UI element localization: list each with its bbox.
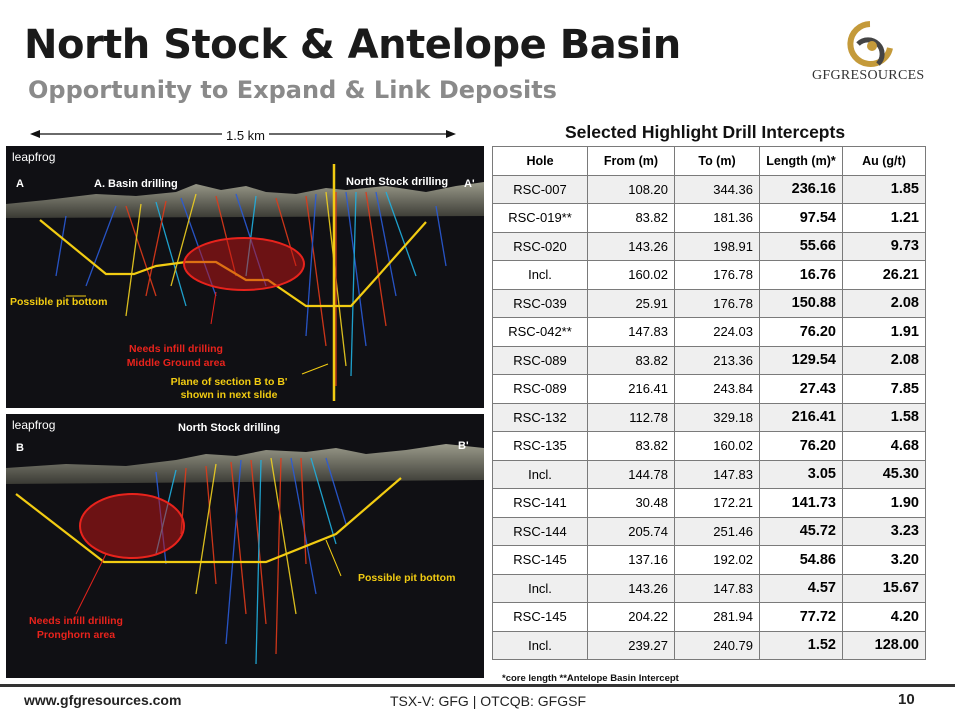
scale-label: 1.5 km <box>222 128 269 143</box>
cell-hole: RSC-007 <box>493 175 588 204</box>
footer-divider <box>0 684 955 687</box>
cell-from: 216.41 <box>588 375 675 404</box>
cell-to: 147.83 <box>675 574 760 603</box>
cell-from: 147.83 <box>588 318 675 347</box>
table-row <box>493 517 926 546</box>
cell-hole: RSC-145 <box>493 603 588 632</box>
cell-hole: Incl. <box>493 631 588 660</box>
cell-hole: Incl. <box>493 460 588 489</box>
marker-a: A <box>16 178 24 190</box>
cell-to: 251.46 <box>675 517 760 546</box>
cell-au: 15.67 <box>843 574 926 603</box>
cell-length: 27.43 <box>760 375 843 404</box>
col-au: Au (g/t) <box>843 147 926 176</box>
marker-b: B <box>16 442 24 454</box>
infill-note-a: Needs infill drilling Middle Ground area <box>126 343 226 369</box>
page-title: North Stock & Antelope Basin <box>24 22 681 68</box>
table-row <box>493 631 926 660</box>
cell-from: 143.26 <box>588 574 675 603</box>
table-title: Selected Highlight Drill Intercepts <box>565 122 846 142</box>
cell-from: 144.78 <box>588 460 675 489</box>
cell-length: 45.72 <box>760 517 843 546</box>
cell-hole: Incl. <box>493 261 588 290</box>
cell-au: 4.68 <box>843 432 926 461</box>
marker-b-prime: B' <box>458 440 469 452</box>
page-subtitle: Opportunity to Expand & Link Deposits <box>28 76 557 104</box>
table-row <box>493 175 926 204</box>
leapfrog-logo: leapfrog <box>12 150 56 164</box>
cell-hole: RSC-135 <box>493 432 588 461</box>
drill-intercepts-table <box>492 146 926 660</box>
cell-au: 2.08 <box>843 346 926 375</box>
table-row <box>493 346 926 375</box>
cell-length: 97.54 <box>760 204 843 233</box>
table-row <box>493 261 926 290</box>
cell-to: 147.83 <box>675 460 760 489</box>
table-row <box>493 574 926 603</box>
cell-length: 54.86 <box>760 546 843 575</box>
cell-hole: RSC-039 <box>493 289 588 318</box>
cell-from: 204.22 <box>588 603 675 632</box>
cell-au: 7.85 <box>843 375 926 404</box>
cell-from: 160.02 <box>588 261 675 290</box>
cell-from: 137.16 <box>588 546 675 575</box>
cell-hole: RSC-020 <box>493 232 588 261</box>
cell-from: 30.48 <box>588 489 675 518</box>
cell-hole: RSC-089 <box>493 375 588 404</box>
cell-to: 172.21 <box>675 489 760 518</box>
cell-from: 108.20 <box>588 175 675 204</box>
pit-bottom-note: Possible pit bottom <box>10 296 108 308</box>
cell-au: 2.08 <box>843 289 926 318</box>
table-footnote: *core length **Antelope Basin Intercept <box>502 673 679 684</box>
marker-a-prime: A' <box>464 178 475 190</box>
cell-to: 176.78 <box>675 261 760 290</box>
cell-au: 1.91 <box>843 318 926 347</box>
pit-bottom-note-b: Possible pit bottom <box>358 572 456 584</box>
cross-section-b <box>6 414 484 678</box>
cell-au: 26.21 <box>843 261 926 290</box>
footer-ticker: TSX-V: GFG | OTCQB: GFGSF <box>390 693 587 709</box>
leapfrog-logo: leapfrog <box>12 418 56 432</box>
cell-from: 239.27 <box>588 631 675 660</box>
cell-length: 129.54 <box>760 346 843 375</box>
cell-to: 181.36 <box>675 204 760 233</box>
table-row <box>493 460 926 489</box>
cell-length: 55.66 <box>760 232 843 261</box>
cell-length: 76.20 <box>760 318 843 347</box>
table-row <box>493 204 926 233</box>
page-number: 10 <box>898 691 915 708</box>
col-from: From (m) <box>588 147 675 176</box>
cell-hole: RSC-042** <box>493 318 588 347</box>
cell-to: 213.36 <box>675 346 760 375</box>
cell-au: 1.85 <box>843 175 926 204</box>
cell-length: 141.73 <box>760 489 843 518</box>
cell-to: 281.94 <box>675 603 760 632</box>
cell-length: 16.76 <box>760 261 843 290</box>
col-length: Length (m)* <box>760 147 843 176</box>
table-row <box>493 603 926 632</box>
basin-drilling-label: A. Basin drilling <box>94 178 178 190</box>
cell-au: 1.90 <box>843 489 926 518</box>
table-header-row <box>493 147 926 176</box>
table-row <box>493 546 926 575</box>
cell-from: 143.26 <box>588 232 675 261</box>
cell-to: 176.78 <box>675 289 760 318</box>
cell-from: 112.78 <box>588 403 675 432</box>
cell-to: 243.84 <box>675 375 760 404</box>
cell-au: 4.20 <box>843 603 926 632</box>
table-row <box>493 375 926 404</box>
cell-au: 1.21 <box>843 204 926 233</box>
cell-length: 77.72 <box>760 603 843 632</box>
cell-au: 45.30 <box>843 460 926 489</box>
cell-length: 150.88 <box>760 289 843 318</box>
north-stock-label: North Stock drilling <box>346 176 449 188</box>
table-row <box>493 403 926 432</box>
cell-to: 160.02 <box>675 432 760 461</box>
col-to: To (m) <box>675 147 760 176</box>
table-row <box>493 489 926 518</box>
cell-hole: RSC-019** <box>493 204 588 233</box>
cell-length: 216.41 <box>760 403 843 432</box>
cell-hole: Incl. <box>493 574 588 603</box>
table-row <box>493 318 926 347</box>
cell-length: 236.16 <box>760 175 843 204</box>
cell-to: 224.03 <box>675 318 760 347</box>
table-row <box>493 432 926 461</box>
table-row <box>493 289 926 318</box>
cross-section-a <box>6 146 484 408</box>
cell-to: 240.79 <box>675 631 760 660</box>
cell-from: 83.82 <box>588 204 675 233</box>
cell-length: 76.20 <box>760 432 843 461</box>
logo-text: GFGRESOURCES <box>812 68 925 83</box>
cell-to: 329.18 <box>675 403 760 432</box>
cell-au: 1.58 <box>843 403 926 432</box>
col-hole: Hole <box>493 147 588 176</box>
cell-from: 83.82 <box>588 346 675 375</box>
cell-au: 3.23 <box>843 517 926 546</box>
cell-au: 128.00 <box>843 631 926 660</box>
cell-to: 192.02 <box>675 546 760 575</box>
footer-website[interactable]: www.gfgresources.com <box>24 692 182 708</box>
plane-note: Plane of section B to B' shown in next slide <box>170 376 288 401</box>
cell-to: 198.91 <box>675 232 760 261</box>
cell-length: 1.52 <box>760 631 843 660</box>
cell-hole: RSC-089 <box>493 346 588 375</box>
cell-hole: RSC-145 <box>493 546 588 575</box>
cell-hole: RSC-144 <box>493 517 588 546</box>
cell-from: 83.82 <box>588 432 675 461</box>
north-stock-label-b: North Stock drilling <box>178 422 281 434</box>
cell-from: 205.74 <box>588 517 675 546</box>
infill-note-b: Needs infill drilling Pronghorn area <box>29 615 123 641</box>
cell-length: 3.05 <box>760 460 843 489</box>
cell-au: 3.20 <box>843 546 926 575</box>
cell-to: 344.36 <box>675 175 760 204</box>
cell-hole: RSC-141 <box>493 489 588 518</box>
cell-length: 4.57 <box>760 574 843 603</box>
cell-au: 9.73 <box>843 232 926 261</box>
table-row <box>493 232 926 261</box>
cell-hole: RSC-132 <box>493 403 588 432</box>
cell-from: 25.91 <box>588 289 675 318</box>
